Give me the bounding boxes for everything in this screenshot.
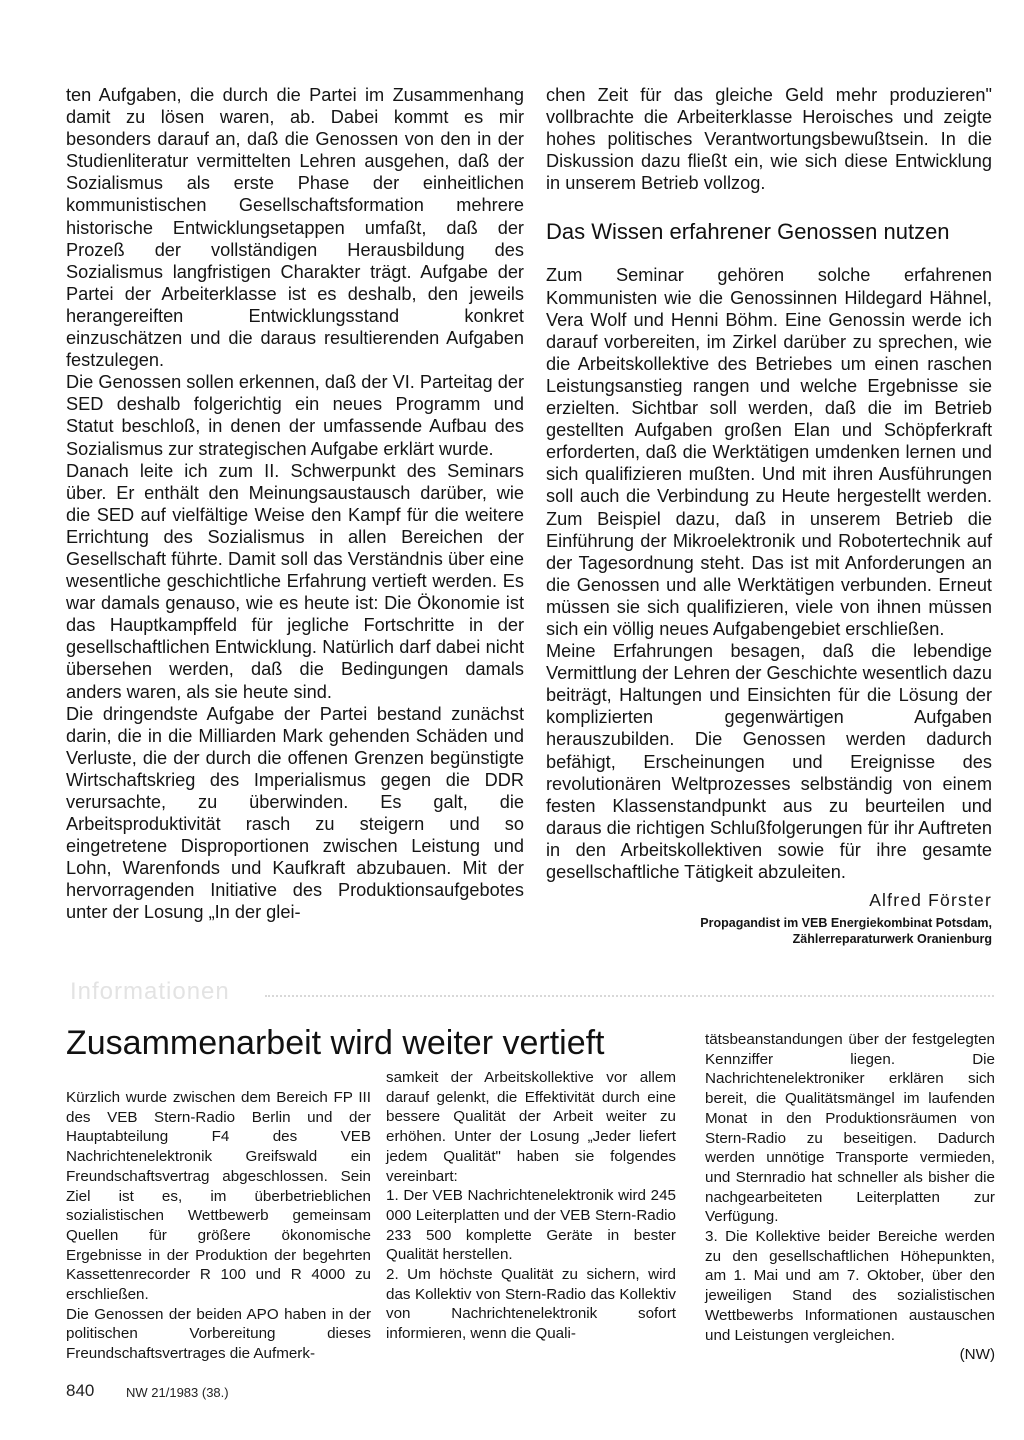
author-name: Alfred Förster (869, 890, 992, 911)
paragraph: Meine Erfahrungen besagen, daß die lebendige Vermittlung der Lehren der Geschichte wesentlich dazu beiträgt, Haltungen und Einsichten für die Lösung der komplizierten gegenwärtigen Aufgaben herauszubilden. Die Genossen werden dadurch befähigt, Erscheinungen und Ereignisse des revolutionären Weltprozesses selbständig von einem festen Klassenstandpunkt aus zu beurteilen und daraus die richtigen Schlußfolgerungen für ihr Auftreten in den Arbeitskollektiven sowie für ihre gesamte gesellschaftliche Tätigkeit abzuleiten. (546, 641, 992, 882)
section-subheading: Das Wissen erfahrener Genossen nutzen (546, 219, 950, 245)
article-signature: (NW) (959, 1346, 995, 1364)
paragraph: Danach leite ich zum II. Schwerpunkt des Seminars über. Er enthält den Meinungsaustausch darüber, wie die SED auf vielfältige Weise den Kampf für die weitere Errichtung des Sozialismus in allen Bereichen der Gesellschaft führte. Damit soll das Verständnis über eine wesentliche geschichtliche Erfahrung vertieft werden. Es war damals genauso, wie es heute ist: Die Ökonomie ist das Hauptkampffeld für jegliche Fortschritte in der gesellschaftlichen Entwicklung. Natürlich darf dabei nicht übersehen werden, daß die Bedingungen damals anders waren, als sie heute sind. (66, 460, 524, 702)
bottom-article-column-2 (386, 1068, 676, 1344)
paragraph: tätsbeanstandungen über der festgelegten Kennziffer liegen. Die Nachrichtenelektroniker erklären sich bereit, die Qualitätsmängel im laufenden Monat in den Produktionsräumen von Stern-Radio zu beseitigen. Dadurch werden unnötige Transporte vermieden, und Sternradio hat schneller als bisher die nachgearbeiteten Leiterplatten zur Verfügung. (705, 1031, 995, 1226)
paragraph: Die Genossen sollen erkennen, daß der VI. Parteitag der SED deshalb folgerichtig ein neues Programm und Statut beschloß, in denen der umfassende Aufbau des Sozialismus zur strategischen Aufgabe erklärt wurde. (66, 372, 524, 459)
section-divider (265, 995, 994, 997)
author-role (546, 915, 992, 947)
bottom-article-column-1 (66, 1088, 371, 1364)
article-headline: Zusammenarbeit wird weiter vertieft (66, 1024, 605, 1062)
bottom-article-column-3 (705, 1030, 995, 1365)
paragraph: samkeit der Arbeitskollektive vor allem darauf gelenkt, die Effektivität durch eine bessere Qualität der Arbeit weiter zu erhöhen. Unter der Losung „Jeder liefert jedem Qualität" haben sie folgendes vereinbart: (386, 1069, 676, 1185)
top-article-left-column (66, 84, 524, 924)
journal-reference: NW 21/1983 (38.) (126, 1385, 229, 1400)
paragraph: 2. Um höchste Qualität zu sichern, wird das Kollektiv von Stern-Radio das Kollektiv von Nachrichtenelektronik sofort informieren, wenn die Quali- (386, 1266, 676, 1343)
author-role-line: Propagandist im VEB Energiekombinat Potsdam, (700, 916, 992, 931)
page-number: 840 (66, 1381, 95, 1400)
paragraph: chen Zeit für das gleiche Geld mehr produzieren" vollbrachte die Arbeiterklasse Heroisches und zeigte hohes politisches Verantwortungsbewußtsein. In die Diskussion dazu fließt ein, wie sich diese Entwicklung in unserem Betrieb vollzog. (546, 85, 992, 194)
paragraph (705, 1227, 995, 1345)
author-role-line: Zählerreparaturwerk Oranienburg (792, 932, 992, 947)
paragraph: ten Aufgaben, die durch die Partei im Zusammenhang damit zu lösen waren, ab. Dabei kommt es mir besonders darauf an, daß die Genossen von den in der Studienliteratur vermittelten Lehren ausgehen, daß der Sozialismus als erste Phase der einheitlichen kommunistischen Gesellschaftsformation mehrere historische Entwicklungsetappen umfaßt, daß der Prozeß der vollständigen Herausbildung des Sozialismus langfristigen Charakter trägt. Aufgabe der Partei der Arbeiterklasse ist es deshalb, den jeweils herangereiften Entwicklungsstand konkret einzuschätzen und die daraus resultierenden Aufgaben festzulegen. (66, 85, 524, 371)
top-article-right-column (546, 84, 992, 947)
paragraph: Zum Seminar gehören solche erfahrenen Kommunisten wie die Genossinnen Hildegard Hähnel, Vera Wolf und Henni Böhm. Eine Genossin werde ich darauf vorbereiten, im Zirkel darüber zu sprechen, wie die Arbeitskollektive des Betriebes um einen raschen Leistungsanstieg rangen und welche Ergebnisse sie erzielten. Sichtbar soll werden, daß die im Betrieb gestellten Aufgaben großen Elan und Schöpferkraft erforderten, daß die Werktätigen umdenken lernen und sich qualifizieren mußten. Und mit ihren Ausführungen soll auch die Verbindung zu Heute hergestellt werden. Zum Beispiel dazu, daß in unserem Betrieb die Einführung der Mikroelektronik und Robotertechnik auf der Tagesordnung steht. Das ist mit Anforderungen an die Genossen und alle Werktätigen verbunden. Erneut müssen sie sich qualifizieren, viele von ihnen müssen sich ein völlig neues Aufgabengebiet erschließen. (546, 265, 992, 639)
section-band (70, 978, 994, 1008)
paragraph: Die dringendste Aufgabe der Partei bestand zunächst darin, die in die Milliarden Mark gehenden Schäden und Verluste, die der durch die offenen Grenzen begünstigte Wirtschaftskrieg des Imperialismus gegen die DDR verursachte, zu überwinden. Es galt, die Arbeitsproduktivität rasch zu steigern und so eingetretene Disproportionen zwischen Leistung und Lohn, Warenfonds und Kaufkraft abzubauen. Mit der hervorragenden Initiative des Produktionsaufgebotes unter der Losung „In der glei- (66, 703, 524, 923)
section-label: Informationen (70, 978, 230, 1005)
paragraph: Die Genossen der beiden APO haben in der politischen Vorbereitung dieses Freundschaftsvertrages die Aufmerk- (66, 1305, 371, 1363)
paragraph: 1. Der VEB Nachrichtenelektronik wird 245 000 Leiterplatten und der VEB Stern-Radio 233 500 komplette Geräte in bester Qualität herstellen. (386, 1187, 676, 1264)
paragraph: Kürzlich wurde zwischen dem Bereich FP III des VEB Stern-Radio Berlin und der Hauptabteilung F4 des VEB Nachrichtenelektronik Greifswald ein Freundschaftsvertrag abgeschlossen. Sein Ziel ist es, im überbetrieblichen sozialistischen Wettbewerb gemeinsam Quellen für größere ökonomische Ergebnisse in der Produktion der begehrten Kassettenrecorder R 100 und R 4000 zu erschließen. (66, 1089, 371, 1304)
paragraph-text: 3. Die Kollektive beider Bereiche werden zu den gesellschaftlichen Höhepunkten, am 1. Mai und am 7. Oktober, über den jeweiligen Stand des sozialistischen Wettbewerbs Informationen austauschen und Leistungen vergleichen. (705, 1228, 995, 1344)
